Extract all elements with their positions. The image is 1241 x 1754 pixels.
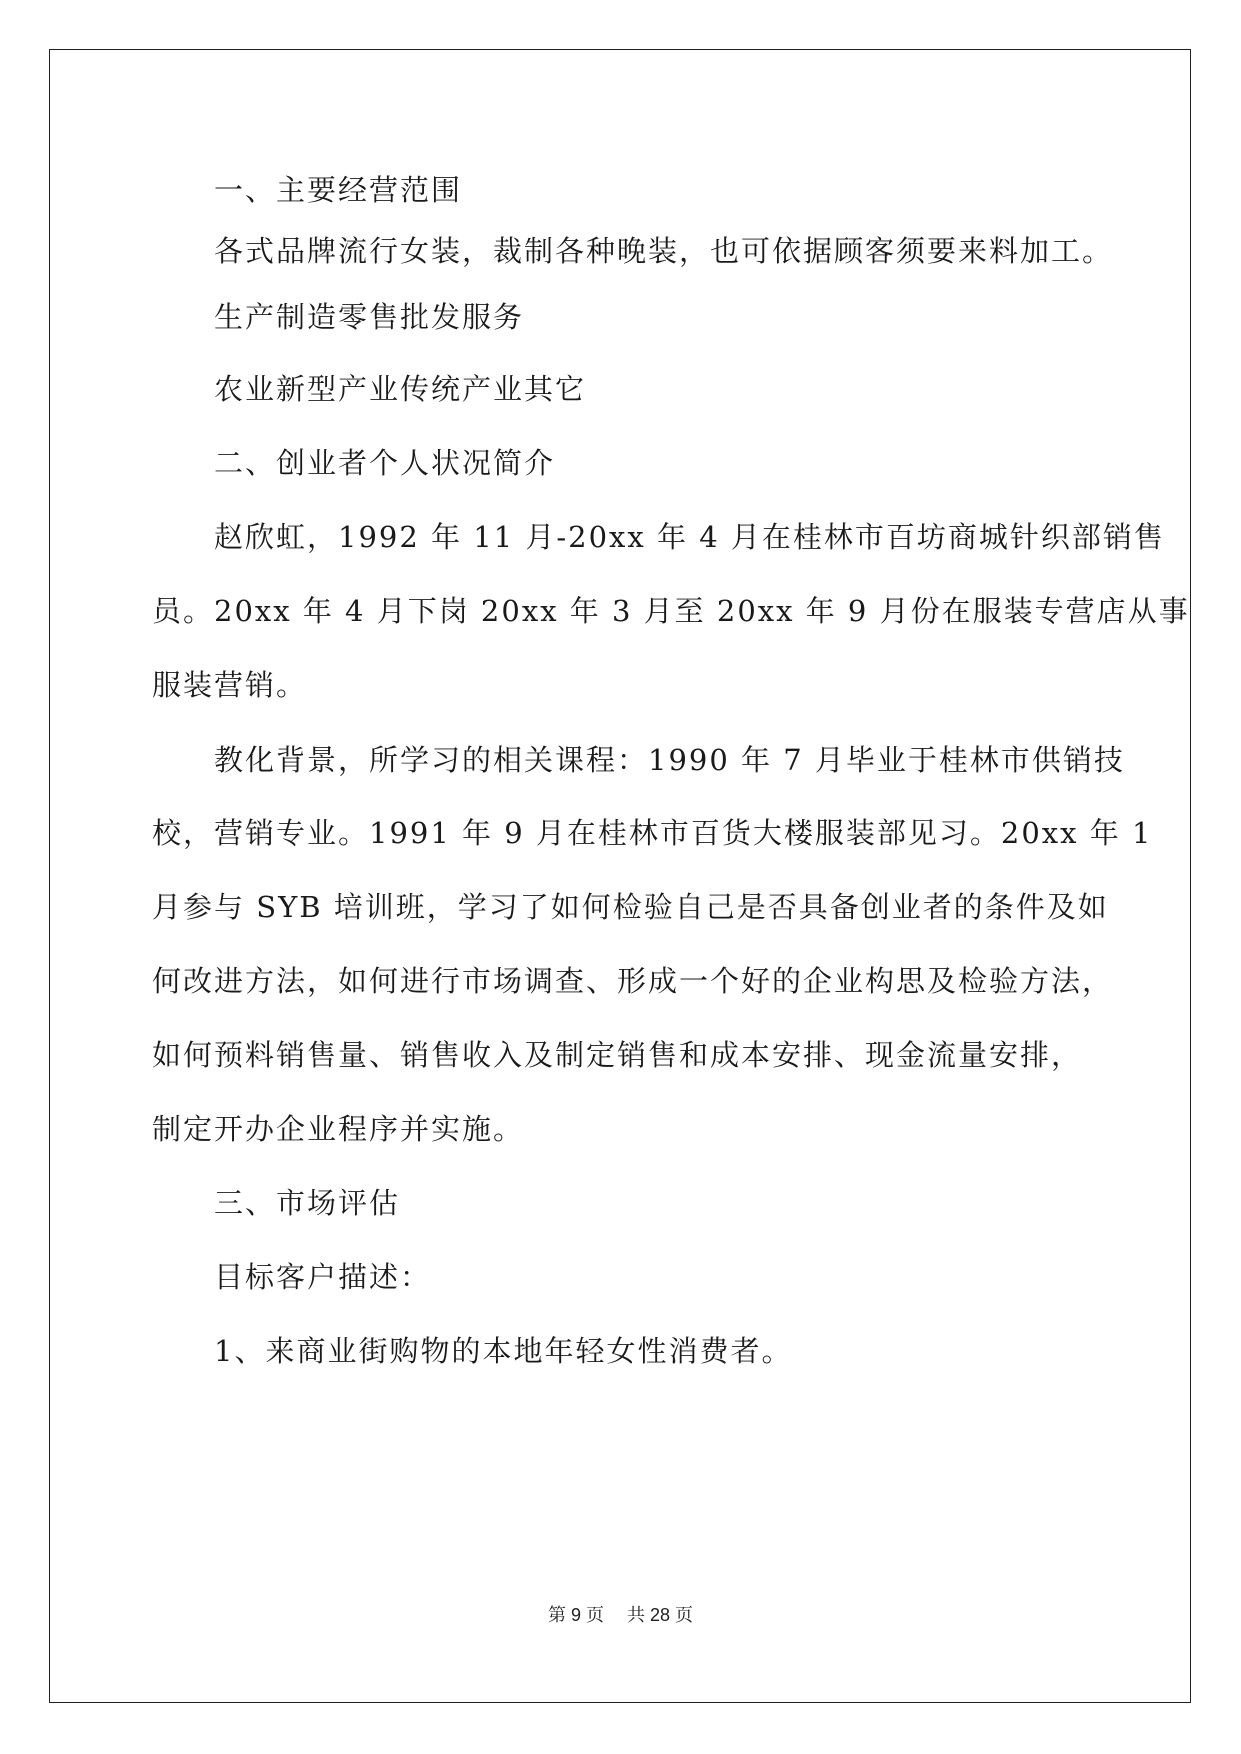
heading-business-scope: 一、主要经营范围 [214,173,463,207]
paragraph-line: 目标客户描述： [214,1260,432,1294]
page-number-text: 第 9 页 共 28 页 [547,1605,694,1625]
paragraph-line: 服装营销。 [152,668,308,702]
heading-market-assessment: 三、市场评估 [214,1186,401,1220]
page-number-footer [0,1601,1241,1627]
paragraph-line: 制定开办企业程序并实施。 [152,1112,525,1146]
paragraph-line: 农业新型产业传统产业其它 [214,372,587,406]
paragraph-line: 各式品牌流行女装，裁制各种晚装，也可依据顾客须要来料加工。 [214,234,1114,268]
paragraph-line: 校，营销专业。1991 年 9 月在桂林市百货大楼服装部见习。20xx 年 1 [152,816,1153,850]
paragraph-line: 月参与 SYB 培训班，学习了如何检验自己是否具备创业者的条件及如 [152,890,1109,924]
paragraph-line: 1、来商业街购物的本地年轻女性消费者。 [214,1334,793,1368]
heading-founder-profile: 二、创业者个人状况简介 [214,446,556,480]
paragraph-line: 何改进方法，如何进行市场调查、形成一个好的企业构思及检验方法， [152,964,1114,998]
paragraph-line: 员。20xx 年 4 月下岗 20xx 年 3 月至 20xx 年 9 月份在服装专营店从事 [152,594,1190,628]
paragraph-line: 赵欣虹，1992 年 11 月-20xx 年 4 月在桂林市百坊商城针织部销售 [214,520,1165,554]
paragraph-line: 生产制造零售批发服务 [214,300,525,334]
paragraph-line: 如何预料销售量、销售收入及制定销售和成本安排、现金流量安排， [152,1038,1083,1072]
paragraph-line: 教化背景，所学习的相关课程：1990 年 7 月毕业于桂林市供销技 [214,743,1125,777]
